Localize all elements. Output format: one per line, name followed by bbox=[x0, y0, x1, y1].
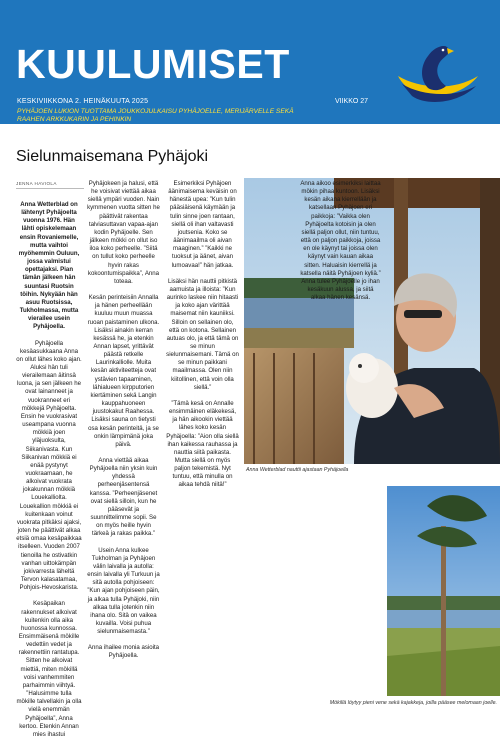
photo-caption: Anna Wetterblad nauttii ajastaan Pyhäjoella bbox=[246, 467, 349, 473]
paragraph: Pyhäjoella kesäasukkaana Anna on ollut lähes koko ajan. Aluksi hän tuli vierailemaan äitinsä luona, ja sen jälkeen he ovat lainanneet ja vuokranneet eri mökkejä Pyhäjoelta. Ensin he vuokrasivat useampana vuonna mökkiä joen yläjuoksulta, Siikanivasta. Kun Siikanivan mökkiä ei enää pystynyt vuokraamaan, he alkoivat vuokrata jokakunnan mökkiä Louekalliolta. Louekallion mökkiä ei kuitenkaan voinut vuokrata pitkäksi ajaksi, joten he päättivät alkaa etsiä omaa kesäpaikkaa itselleen. Vuoden 2007 tienoilla he ostivatkin vanhan uittokämpän jokivarresta läheltä Tervon kalasatamaa, Pohjois-Hevoskarista. bbox=[16, 339, 82, 592]
byline-divider bbox=[16, 188, 84, 189]
paragraph: Esimerkiksi Pyhäjoen äänimaisema keväisin on hänestä upea: ”Kun tulin pääsiäisenä käymään ja tulin sinne joen rantaan, siellä oli ihan valtavasti joutsenia. Koko se äänimaailma oli aivan maaginen.” ”Kaikki ne tuoksut ja äänet, aivan lumoavaa!” hän jatkaa. bbox=[168, 180, 237, 269]
paragraph: Lisäksi hän nauttii pitkistä aamuista ja illoista: ”Kun aurinko laskee niin hitaasti ja koko ajan värittää maisemat niin kauniiksi. Silloin on sellainen olo, että on kotona. Sellainen autuas olo, ja että tämä on se minun sielunmaisemani. Tämä on se minun paikkani maailmassa. Olen niin kiitollinen, että voin olla siellä.” bbox=[166, 277, 239, 391]
paragraph: Kesän perinteisiin Annalla ja hänen perheellään kuuluu muun muassa ruoan paistaminen ulkona. Lisäksi ainakin kerran kesässä he, ja etenkin Annan lapset, yrittävät päästä retkelle Laurinkalliolle. Muita kesän aktiviteetteja ovat ystävien tapaaminen, lähialueen kirpputorien kiertäminen sekä Langin kauppahuoneen juustokakut Raahessa. Lisäksi sauna on tietysti osa kesän perinteitä, ja se onkin lämpimänä joka päivä. bbox=[87, 294, 160, 448]
masthead-banner bbox=[0, 0, 500, 124]
byline: JENNA HAVIOLA bbox=[16, 181, 57, 186]
article-headline: Sielunmaisemana Pyhäjoki bbox=[16, 148, 209, 165]
paragraph: Kesäpaikan rakennukset alkoivat kuitenkin olla aika huonossa kunnossa. Ensimmäisenä mökille vedettiin vedet ja rakennettiin rantatupa. Sitten he alkoivat miettiä, miten mökillä voisi vanhemmiten parhaimmin viihtyä. ”Halusimme tulla mökille talvellakin ja olla vielä enemmän Pyhäjoella”, Anna kertoo. Etenkin Annan mies ihastui bbox=[16, 600, 82, 738]
tagline: PYHÄJOEN LUKION TUOTTAMA JOUKKOJULKAISU PYHÄJOELLE, MERIJÄRVELLE SEKÄ RAAHEN ARKKUKARIN JA PEHINKIN bbox=[17, 108, 294, 123]
paragraph: Anna viettää aikaa Pyhäjoella niin yksin kuin yhdessä perheenjäsentensä kanssa. ”Perheenjäsenet ovat siellä silloin, kun he pääsevät ja suunnittelimme sopii. Se on myös heille hyvin tärkeä ja rakas paikka.” bbox=[89, 457, 158, 538]
masthead-title: KUULUMISET bbox=[16, 41, 290, 87]
article-column-1 bbox=[16, 201, 82, 747]
paragraph: Pyhäjokeen ja halusi, että he voisivat viettää aikaa siellä ympäri vuoden. Nain kymmenen vuotta sitten he päättivät rakentaa talviasuttavan vapaa-ajan kodin Pyhäjoelle. Sen jälkeen mökki on ollut iso iloa koko perheelle. ”Siitä on tullut koko perheelle hyvin rakas kokoontumispaikka”, Anna toteaa. bbox=[87, 180, 160, 285]
bird-logo-icon bbox=[392, 36, 482, 118]
issue-date: KESKIVIIKKONA 2. HEINÄKUUTA 2025 bbox=[17, 98, 149, 105]
photo-caption: Mökillä löytyy pieni vene sekä kajakkeja, joilla pääsee melomaan joelle. bbox=[329, 700, 497, 706]
paragraph: Usein Anna kulkee Tukholman ja Pyhäjoen välin laivalla ja autolla: ensin laivalla yli Turkuun ja sitä autolla pohjoiseen: ”Kun ajan pohjoiseen päin, ja alkaa tulla Pyhäjoki, niin alkaa tulla jotenkin niin ihana olo. Sitä on vaikea kuvailla. Voisi puhua sielunmaisemasta.” bbox=[87, 546, 160, 636]
article-column-2 bbox=[87, 180, 160, 669]
paragraph: ”Tämä kesä on Annalle ensimmäinen eläkekesä, ja hän aikookin viettää lähes koko kesän Pyhäjoella: ”Aion olla siellä ihan kaikessa rauhassa ja nauttia siitä paikasta. Mutta siellä on myös paljon tekemistä. Nyt tuntuu, että minulla on aikaa tehdä niitä!” bbox=[166, 399, 239, 489]
paragraph: Anna ihailee monia asioita Pyhäjoella. bbox=[87, 644, 160, 660]
article-column-3 bbox=[166, 180, 239, 498]
lead-paragraph: Anna Wetterblad on lähtenyt Pyhäjoelta vuonna 1976. Hän lähti opiskelemaan ensin Rovaniemelle, mutta vaihtoi myöhemmin Ouluun, jossa valmistui opettajaksi. Pian tämän jälkeen hän suuntasi Ruotsin töihin. Nykyään hän asuu Ruotsissa, Tukholmassa, mutta vierailee usein Pyhäjoella. bbox=[18, 201, 80, 331]
issue-week: VIIKKO 27 bbox=[335, 98, 369, 105]
paragraph: Anna aikoo esimerkiksi laittaa mökin pihaa kuntoon. Lisäksi kesän aikana kierrellään ja katsellaan Pyhäjoen eri paikkoja: ”Vaikka olen Pyhäjoelta kotoisin ja olen siellä paljon ollut, niin tuntuu, että on paljon paikkoja, joissa en ole käynyt tai joissa olen käynyt vain kauan aikaa sitten. Haluaisin kierrellä ja katsella näitä Pyhäjoen kyliä.” Anna tulee Pyhäjoelle jo ihan kesäkuun alussa, ja siitä alkaa hänen kesänsä. bbox=[300, 180, 381, 302]
riverside-photo bbox=[387, 486, 500, 696]
article-column-4 bbox=[300, 180, 381, 310]
